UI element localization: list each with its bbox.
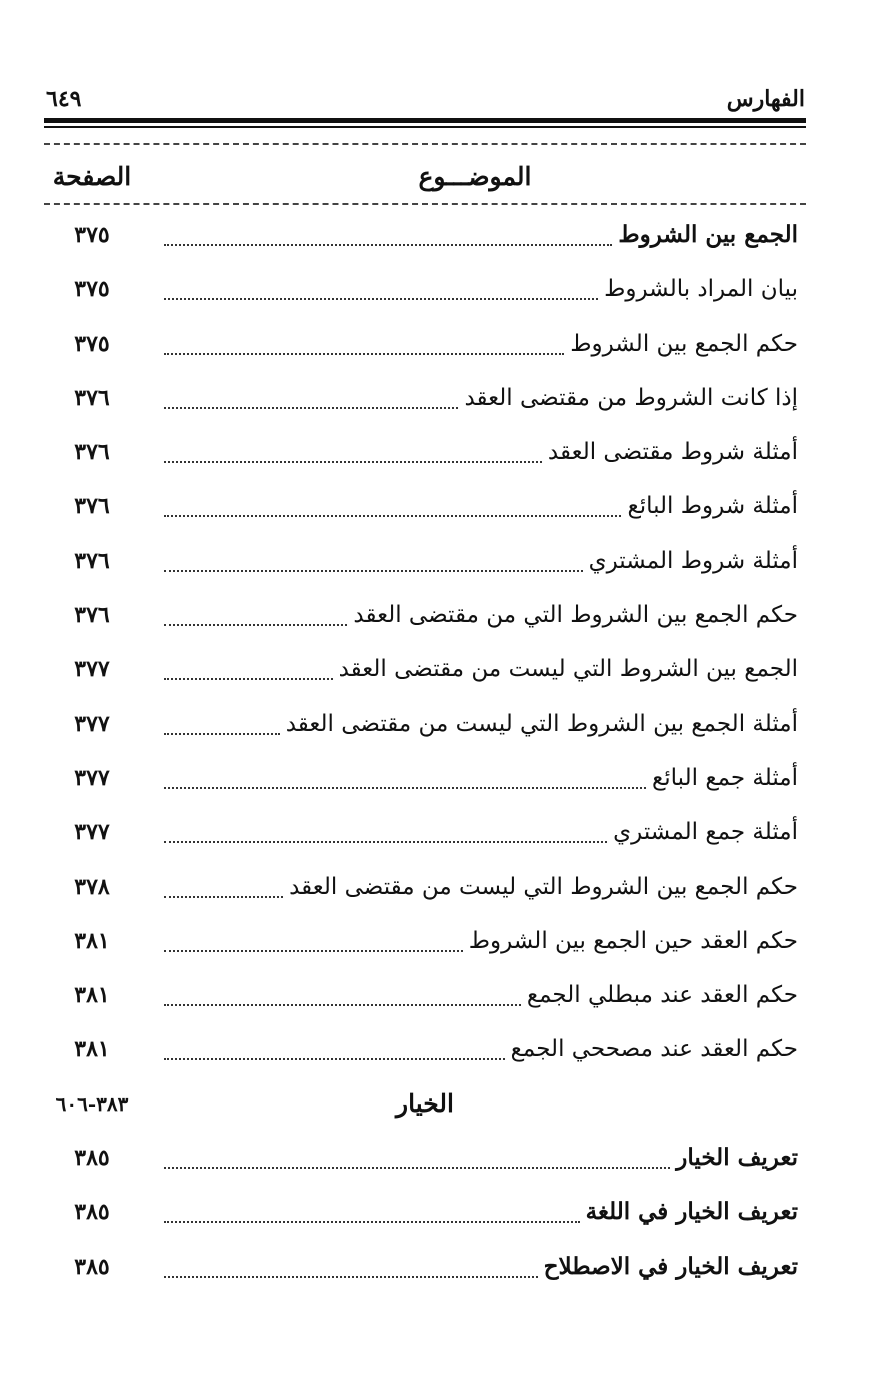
toc-page-number: ٣٨١ (74, 1036, 110, 1063)
toc-entry (164, 860, 798, 914)
toc-row (44, 1185, 806, 1239)
toc-entry (164, 208, 798, 262)
toc-entry-title: أمثلة شروط المشتري (588, 547, 798, 574)
toc-page-number: ٣٨٥ (74, 1253, 110, 1280)
toc-row (44, 208, 806, 262)
toc-entry-title: أمثلة جمع البائع (652, 764, 798, 791)
toc-row (44, 588, 806, 642)
toc-page-number: ٣٧٦ (74, 384, 110, 411)
toc-entry (164, 1185, 798, 1239)
toc-row (44, 479, 806, 533)
header-rule-thick (44, 118, 806, 123)
toc-row (44, 371, 806, 425)
dot-leader (164, 785, 646, 789)
top-dashed-divider (44, 143, 806, 145)
toc-row (44, 1240, 806, 1294)
dot-leader (164, 622, 347, 626)
header-rule-thin (44, 126, 806, 128)
toc-entry (164, 588, 798, 642)
toc-page-number: ٣٨١ (74, 927, 110, 954)
toc-page-number: ٣٨٥ (74, 1199, 110, 1226)
dot-leader (164, 568, 583, 572)
toc-page-number: ٣٧٦ (74, 602, 110, 629)
toc-entry-title: تعريف الخيار في الاصطلاح (543, 1252, 798, 1280)
dot-leader (164, 839, 607, 843)
toc-page-number: ٣٧٧ (74, 656, 110, 683)
running-title: الفهارس (726, 86, 805, 112)
toc-row (44, 860, 806, 914)
toc-entry-title: حكم الجمع بين الشروط التي من مقتضى العقد (353, 602, 798, 629)
dot-leader (164, 242, 612, 246)
toc-entry-title: حكم العقد عند مصححي الجمع (510, 1036, 798, 1063)
toc-entry (164, 642, 798, 696)
dot-leader (164, 1002, 521, 1006)
toc-entry (164, 534, 798, 588)
toc-page-number: ٣٧٥ (74, 330, 110, 357)
toc-row (44, 642, 806, 696)
toc-entry (164, 425, 798, 479)
dot-leader (164, 731, 280, 735)
toc-row (44, 914, 806, 968)
toc-entry (164, 262, 798, 316)
toc-entry (164, 1240, 798, 1294)
toc-page-number: ٣٨٥ (74, 1145, 110, 1172)
toc-entry-title: إذا كانت الشروط من مقتضى العقد (464, 384, 798, 411)
toc-entry-title: حكم الجمع بين الشروط (570, 330, 798, 357)
toc-entry-title: أمثلة الجمع بين الشروط التي ليست من مقتضى العقد (285, 710, 798, 737)
toc-page-number: ٣٧٨ (74, 873, 110, 900)
toc-row (44, 317, 806, 371)
toc-page-number: ٣٧٧ (74, 710, 110, 737)
dot-leader (164, 1219, 580, 1223)
toc-row (44, 1131, 806, 1185)
dot-leader (164, 1165, 670, 1169)
toc-entry (164, 1022, 798, 1076)
toc-entry-title: تعريف الخيار في اللغة (585, 1198, 798, 1226)
toc-page-number: ٣٧٦ (74, 439, 110, 466)
toc-row (44, 751, 806, 805)
toc-entry (164, 751, 798, 805)
toc-entry (164, 968, 798, 1022)
page-number: ٦٤٩ (46, 86, 82, 112)
toc-entry (164, 805, 798, 859)
toc-entry (164, 371, 798, 425)
dot-leader (164, 948, 463, 952)
dot-leader (164, 1274, 538, 1278)
toc-entry-title: تعريف الخيار (676, 1144, 798, 1172)
toc-page-number: ٣٨٣-٦٠٦ (55, 1091, 129, 1116)
toc-entry-title: الجمع بين الشروط (618, 221, 798, 248)
dot-leader (164, 513, 621, 517)
toc-row (44, 262, 806, 316)
topic-column-header: الموضـــوع (418, 162, 532, 191)
toc-entry-title: بيان المراد بالشروط (604, 276, 798, 303)
dot-leader (164, 894, 283, 898)
toc-entry-title: حكم العقد عند مبطلي الجمع (526, 982, 798, 1009)
dot-leader (164, 351, 564, 355)
toc-entry-title: أمثلة جمع المشتري (613, 819, 798, 846)
toc-page-number: ٣٧٦ (74, 493, 110, 520)
toc-entry (164, 1131, 798, 1185)
dot-leader (164, 296, 598, 300)
toc-row (44, 805, 806, 859)
dot-leader (164, 405, 458, 409)
toc-page-number: ٣٧٧ (74, 819, 110, 846)
dot-leader (164, 459, 542, 463)
toc-entry (164, 914, 798, 968)
toc-row (44, 697, 806, 751)
toc-page-number: ٣٧٥ (74, 222, 110, 248)
toc-page-number: ٣٧٥ (74, 276, 110, 303)
toc-entry-title: أمثلة شروط البائع (627, 493, 798, 520)
toc-entry (164, 317, 798, 371)
toc-page-number: ٣٧٧ (74, 764, 110, 791)
toc-page-number: ٣٨١ (74, 982, 110, 1009)
toc-section-heading (44, 1077, 806, 1131)
toc-entry (164, 697, 798, 751)
toc-page-number: ٣٧٦ (74, 547, 110, 574)
toc-row (44, 425, 806, 479)
toc-list (44, 208, 806, 1294)
header-dashed-divider (44, 203, 806, 205)
toc-entry-title: حكم الجمع بين الشروط التي ليست من مقتضى العقد (289, 873, 798, 900)
toc-row (44, 534, 806, 588)
toc-row (44, 1022, 806, 1076)
dot-leader (164, 676, 333, 680)
page-column-header: الصفحة (52, 162, 132, 191)
toc-entry-title: الخيار (396, 1088, 454, 1118)
toc-entry (164, 479, 798, 533)
toc-entry-title: حكم العقد حين الجمع بين الشروط (468, 927, 798, 954)
toc-entry-title: الجمع بين الشروط التي ليست من مقتضى العقد (338, 656, 798, 683)
toc-entry (224, 1077, 626, 1131)
dot-leader (164, 1056, 505, 1060)
toc-row (44, 968, 806, 1022)
toc-entry-title: أمثلة شروط مقتضى العقد (547, 439, 798, 466)
